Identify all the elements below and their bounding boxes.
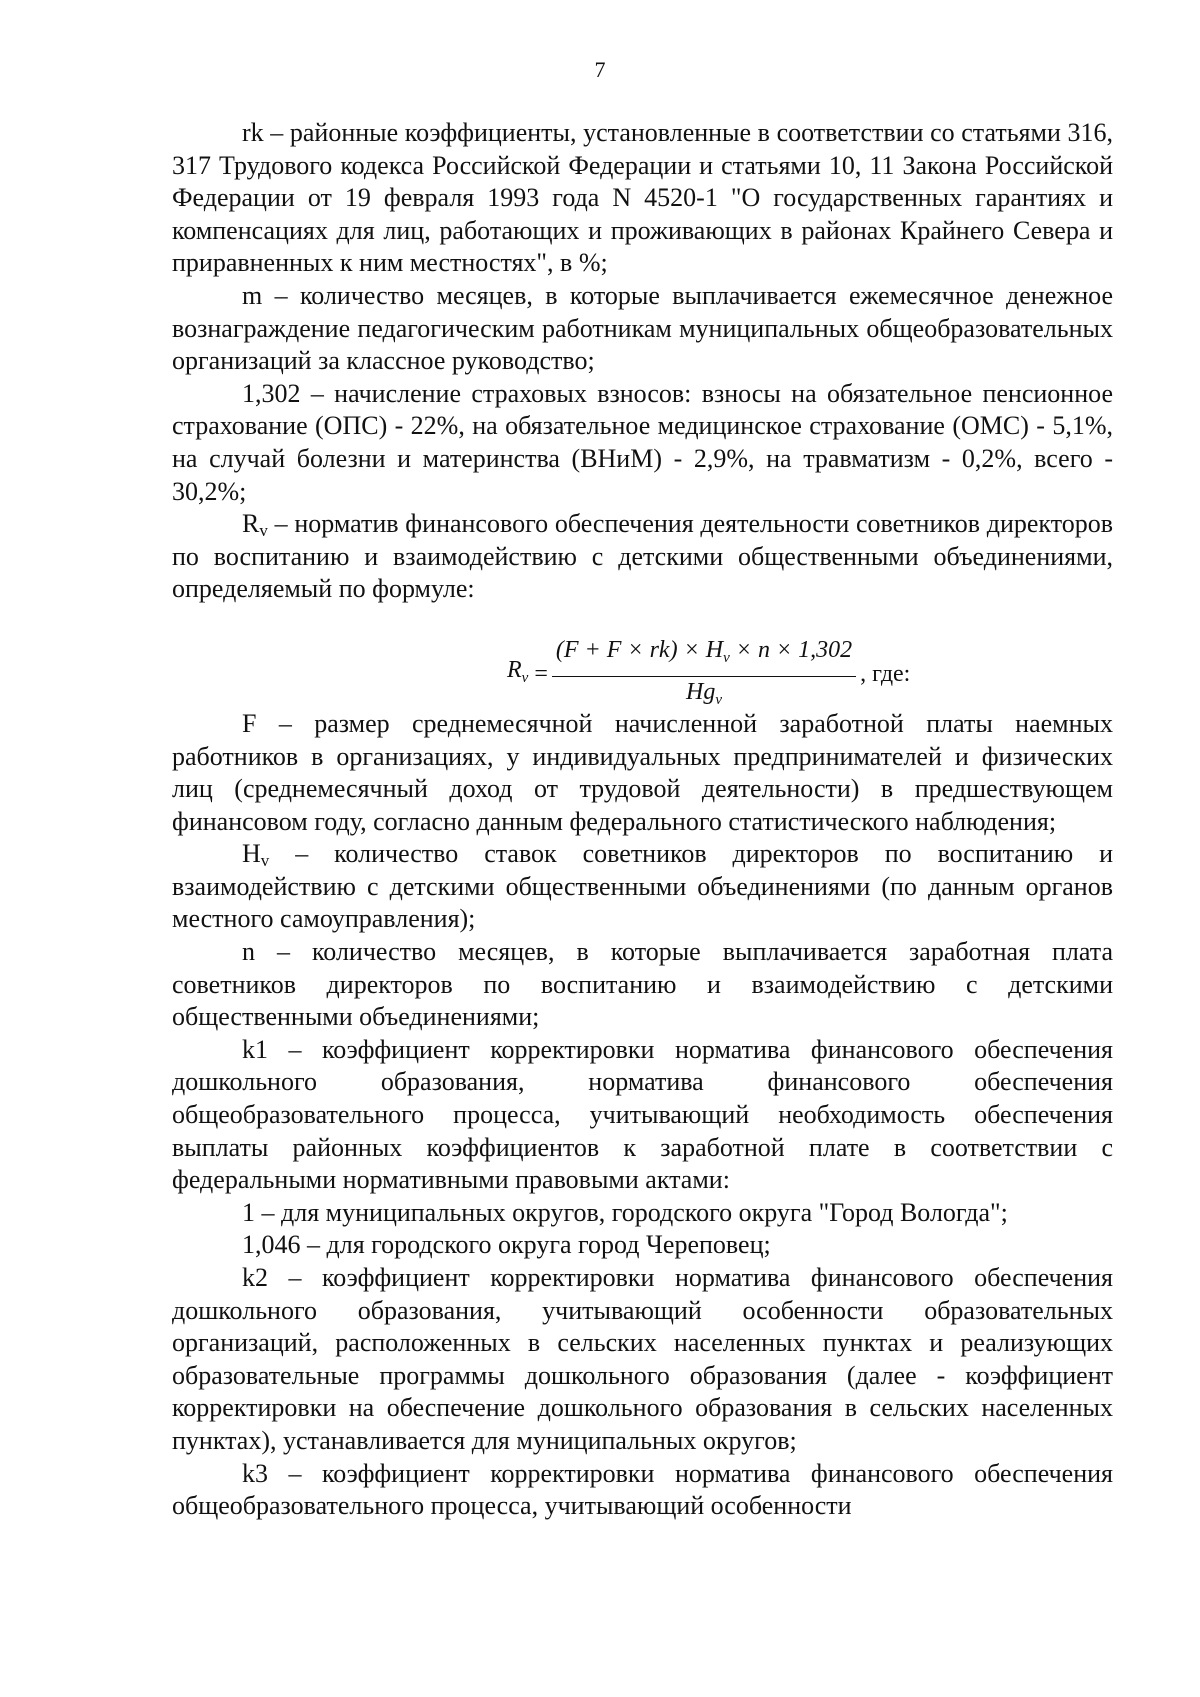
paragraph-rv [172,508,1113,606]
symbol-m: m [242,280,263,310]
paragraph-text: – количество месяцев, в которые выплачивается заработная плата советников директоров по воспитанию и взаимодействию с детскими общественными объединениями; [172,937,1113,1032]
paragraph-m [172,280,1113,378]
formula-block [172,606,1113,708]
symbol-n: n [242,937,255,967]
paragraph-text: – количество ставок советников директоров по воспитанию и взаимодействию с детскими общественными объединениями (по данным органов местного самоуправления); [172,839,1113,934]
paragraph-ins [172,378,1113,508]
paragraph-text: – количество месяцев, в которые выплачивается ежемесячное денежное вознаграждение педагогическим работникам муниципальных общеобразовательных организаций за классное руководство; [172,280,1113,376]
symbol-ins: 1,302 [242,378,301,408]
formula-rv [507,634,910,715]
paragraph-hv [172,838,1113,936]
symbol-hv: $H_v$ [242,839,270,871]
formula-numerator: $(F + F \times rk) \times H_v \times n \times 1,302$ [555,636,853,666]
symbol-rk: rk [242,118,264,147]
paragraph-k3 [172,1458,1113,1523]
paragraph-text: – размер среднемесячной начисленной заработной платы наемных работников в организациях, у индивидуальных предпринимателей и физических лиц (среднемесячный доход от трудовой деятельности) в предшествующем финансовом году, согласно данным федерального статистического наблюдения; [172,708,1113,836]
paragraph-rk [172,117,1113,280]
symbol-k2: k2 [242,1263,268,1292]
paragraph-text: – районные коэффициенты, установленные в соответствии со статьями 316, 317 Трудового кодекса Российской Федерации и статьями 10, 11 Закона Российской Федерации от 19 февраля 1993 года N 4520-1 "О государственных гарантиях и компенсациях для лиц, работающих и проживающих в районах Крайнего Севера и приравненных к ним местностях", в %; [172,118,1113,278]
formula-equals: = [534,661,548,688]
symbol-f: F [242,708,257,738]
paragraph-k2 [172,1262,1113,1458]
paragraphs-before [172,117,1113,508]
paragraph-text: – коэффициент корректировки норматива финансового обеспечения дошкольного образования, норматива финансового обеспечения общеобразовательного процесса, учитывающий необходимость обеспечения выплаты районных коэффициентов к заработной плате в соответствии с федеральными нормативными правовыми актами: [172,1034,1113,1195]
paragraph-k1a [172,1197,1113,1230]
paragraph-text: – для городского округа город Череповец; [300,1230,771,1260]
page-number: 7 [594,57,606,82]
symbol-k3: k3 [242,1458,268,1488]
paragraph-text: – норматив финансового обеспечения деятельности советников директоров по воспитанию и взаимодействию с детскими общественными объединениями, определяемый по формуле: [172,509,1113,604]
paragraph-text: – для муниципальных округов, городского округа "Город Вологда"; [255,1197,1008,1227]
symbol-k1a: 1 [242,1197,255,1227]
symbol-k1: k1 [242,1034,268,1064]
paragraph-text: – коэффициент корректировки норматива финансового обеспечения дошкольного образования, учитывающий особенности образовательных организаций, расположенных в сельских населенных пунктах и реализующих образовательные программы дошкольного образования (далее - коэффициент корректировки на обеспечение дошкольного образования в сельских населенных пунктах), устанавливается для муниципальных округов; [172,1263,1113,1455]
paragraphs-after [172,936,1113,1523]
formula-lhs: $R_v$ [507,657,529,687]
paragraph-text: – коэффициент корректировки норматива финансового обеспечения общеобразовательного процесса, учитывающий особенности [172,1458,1113,1521]
paragraph-text: – начисление страховых взносов: взносы на обязательное пенсионное страхование (ОПС) - 22%, на обязательное медицинское страхование (ОМС) - 5,1%, на случай болезни и материнства (ВНиМ) - 2,9%, на травматизм - 0,2%, всего - 30,2%; [172,378,1113,506]
formula-tail: , где: [860,661,911,688]
paragraph-k1 [172,1034,1113,1197]
document-body [172,117,1113,1523]
paragraph-n [172,936,1113,1034]
formula-fraction [552,634,856,715]
symbol-rv: $R_v$ [242,509,268,541]
formula-denominator: $Hg_v$ [552,676,856,715]
symbol-k1b: 1,046 [242,1230,301,1260]
paragraph-k1b [172,1229,1113,1262]
paragraph-f [172,708,1113,838]
